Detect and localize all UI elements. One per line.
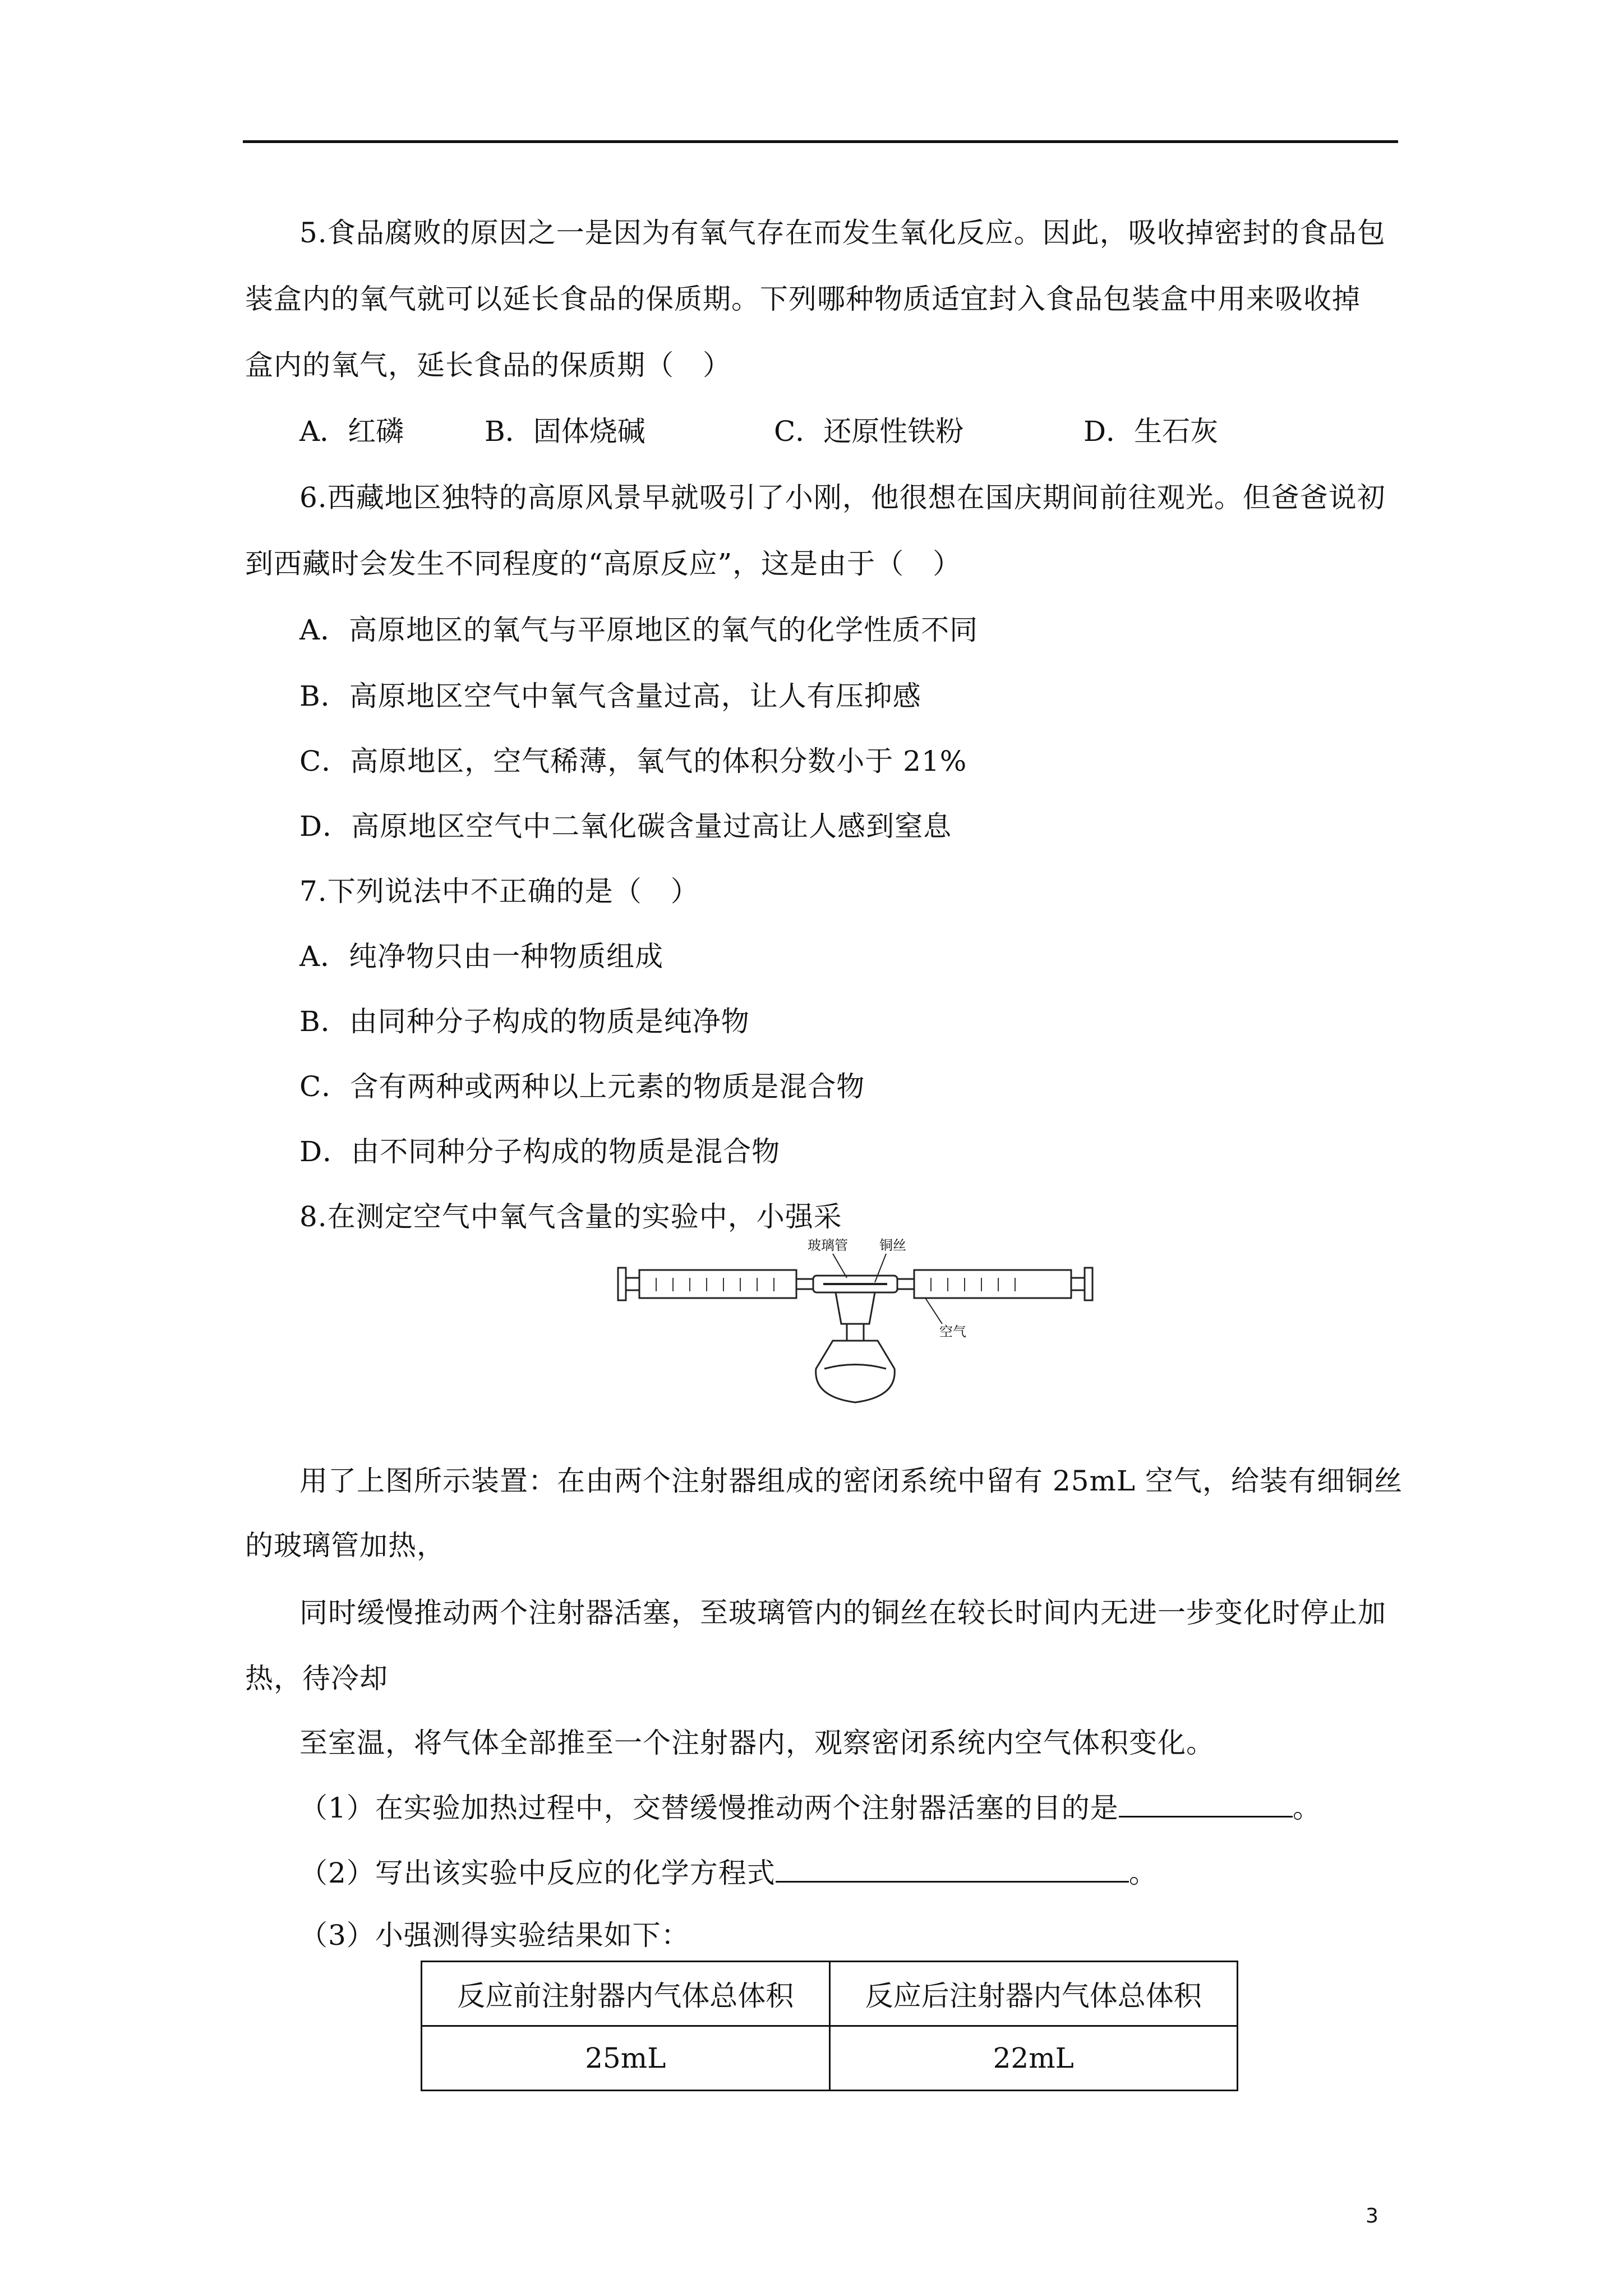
alcohol-lamp <box>816 1341 895 1402</box>
left-syringe-barrel <box>639 1270 796 1298</box>
q5-line-1: 5.食品腐败的原因之一是因为有氧气存在而发生氧化反应。因此，吸收掉密封的食品包 <box>299 217 1386 249</box>
q8-sub2-end: 。 <box>1128 1857 1158 1889</box>
q6-line-2: 到西藏时会发生不同程度的“高原反应”，这是由于（ ） <box>245 547 962 580</box>
q8-sub2-text: （2）写出该实验中反应的化学方程式 <box>299 1857 776 1889</box>
copper-wire-label: 铜丝 <box>879 1237 906 1253</box>
q6-option-d: D．高原地区空气中二氧化碳含量过高让人感到窒息 <box>299 810 952 843</box>
q5-option-a: A．红磷 <box>299 415 404 448</box>
q5-option-d: D．生石灰 <box>1083 415 1219 448</box>
table-header-before: 反应前注射器内气体总体积 <box>422 1962 830 2026</box>
q8-body-line-2: 的玻璃管加热， <box>245 1529 445 1562</box>
flame-outline <box>836 1292 875 1324</box>
right-syringe-barrel <box>914 1270 1071 1298</box>
q8-body-line-3: 同时缓慢推动两个注射器活塞，至玻璃管内的铜丝在较长时间内无进一步变化时停止加 <box>299 1596 1386 1629</box>
q5-options <box>299 401 1399 462</box>
q8-sub1 <box>299 1777 1455 1839</box>
q6-option-a: A．高原地区的氧气与平原地区的氧气的化学性质不同 <box>299 614 979 646</box>
q7-stem: 7.下列说法中不正确的是（ ） <box>299 875 699 908</box>
q8-sub1-text: （1）在实验加热过程中，交替缓慢推动两个注射器活塞的目的是 <box>299 1792 1119 1824</box>
table-row <box>422 2026 1238 2091</box>
q5-line-3: 盒内的氧气，延长食品的保质期（ ） <box>245 349 731 381</box>
q7-option-a: A．纯净物只由一种物质组成 <box>299 940 664 973</box>
header-rule <box>243 140 1398 143</box>
q5-line-2: 装盒内的氧气就可以延长食品的保质期。下列哪种物质适宜封入食品包装盒中用来吸收掉 <box>245 283 1361 315</box>
table-cell-before: 25mL <box>422 2026 830 2091</box>
q8-body-line-1: 用了上图所示装置：在由两个注射器组成的密闭系统中留有 25mL 空气，给装有细铜丝 <box>299 1465 1403 1497</box>
q8-sub1-end: 。 <box>1292 1792 1321 1824</box>
glass-tube-label: 玻璃管 <box>808 1237 848 1253</box>
q8-stem: 8.在测定空气中氧气含量的实验中，小强采 <box>299 1200 842 1233</box>
table-cell-after: 22mL <box>829 2026 1238 2091</box>
q8-body-line-4: 热，待冷却 <box>245 1662 388 1695</box>
q6-line-1: 6.西藏地区独特的高原风景早就吸引了小刚，他很想在国庆期间前往观光。但爸爸说初 <box>299 481 1386 514</box>
q8-sub1-answer-blank[interactable] <box>1119 1780 1293 1818</box>
q8-sub2-answer-blank[interactable] <box>776 1845 1129 1883</box>
q5-option-c: C．还原性铁粉 <box>774 415 964 448</box>
q8-sub2 <box>299 1842 1455 1904</box>
q6-option-c: C．高原地区，空气稀薄，氧气的体积分数小于 21% <box>299 745 967 777</box>
air-label: 空气 <box>939 1324 966 1340</box>
syringe-apparatus-figure <box>611 1228 1099 1414</box>
results-table <box>421 1961 1238 2091</box>
table-header-after: 反应后注射器内气体总体积 <box>829 1962 1238 2026</box>
q6-option-b: B．高原地区空气中氧气含量过高，让人有压抑感 <box>299 680 921 712</box>
table-header-row <box>422 1962 1238 2026</box>
q7-option-c: C．含有两种或两种以上元素的物质是混合物 <box>299 1070 865 1103</box>
q7-option-d: D．由不同种分子构成的物质是混合物 <box>299 1135 781 1168</box>
q5-option-b: B．固体烧碱 <box>485 415 645 448</box>
right-plunger-handle <box>1085 1268 1092 1300</box>
q8-body-line-5: 至室温，将气体全部推至一个注射器内，观察密闭系统内空气体积变化。 <box>299 1727 1215 1759</box>
q8-sub3: （3）小强测得实验结果如下： <box>299 1919 690 1952</box>
q7-option-b: B．由同种分子构成的物质是纯净物 <box>299 1005 750 1038</box>
page-number: 3 <box>1366 2205 1378 2228</box>
left-plunger-handle <box>618 1268 626 1300</box>
